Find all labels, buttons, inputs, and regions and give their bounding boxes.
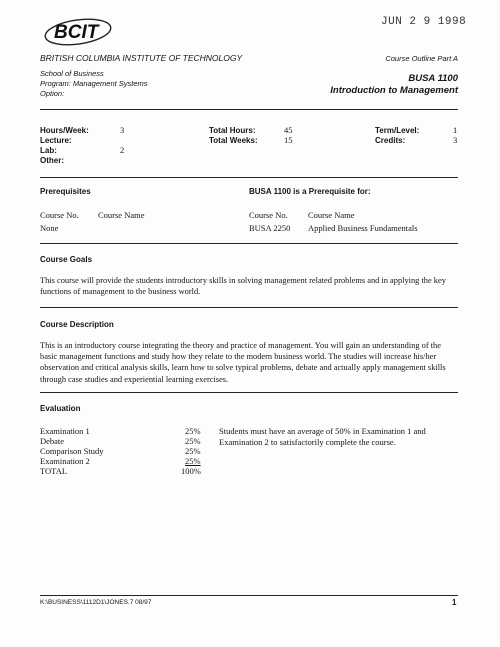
institute-name: BRITISH COLUMBIA INSTITUTE OF TECHNOLOGY (40, 53, 243, 63)
divider (40, 392, 458, 393)
eval-item-label: Examination 2 (40, 456, 90, 466)
divider (40, 307, 458, 308)
course-goals-title: Course Goals (40, 255, 93, 264)
prereq-col-course-no: Course No. (40, 210, 79, 220)
eval-item-label: Examination 1 (40, 426, 90, 436)
term-level-label: Term/Level: (375, 126, 420, 135)
received-date-stamp: JUN 2 9 1998 (381, 16, 467, 28)
lab-value: 2 (120, 145, 125, 155)
footer-file-path: K:\BUSINESS\1112D1\JONES.7 08/97 (40, 599, 152, 606)
eval-total-label: TOTAL (40, 466, 68, 476)
eval-total-value: 100% (181, 466, 201, 476)
hours-week-label: Hours/Week: (40, 126, 89, 135)
school-name: School of Business (40, 69, 104, 78)
eval-item-value: 25% (185, 456, 201, 466)
prereq-col-course-name: Course Name (98, 210, 145, 220)
course-code: BUSA 1100 (408, 73, 458, 84)
eval-item-value: 25% (185, 436, 201, 446)
prereq-row-course-no: None (40, 223, 59, 233)
credits-value: 3 (453, 135, 458, 145)
eval-item-value: 25% (185, 446, 201, 456)
prereq-for-row-course-no: BUSA 2250 (249, 223, 291, 233)
divider (40, 243, 458, 244)
lecture-label: Lecture: (40, 136, 72, 145)
total-hours-value: 45 (284, 125, 293, 135)
course-title: Introduction to Management (330, 85, 458, 96)
course-goals-text: This course will provide the students introductory skills in solving management related problems and in applying the key functions of management to the business world. (40, 276, 446, 297)
lab-label: Lab: (40, 146, 57, 155)
eval-item-value: 25% (185, 426, 201, 436)
evaluation-title: Evaluation (40, 404, 81, 413)
bcit-logo (40, 12, 116, 50)
total-weeks-value: 15 (284, 135, 293, 145)
prereq-for-title: BUSA 1100 is a Prerequisite for: (249, 187, 371, 196)
evaluation-note: Students must have an average of 50% in Examination 1 and Examination 2 to satisfactorily complete the course. (219, 426, 426, 447)
bcit-logo-graphic (40, 12, 116, 50)
course-description-text: This is an introductory course integrating the theory and practice of management. You will gain an understanding of the basic management functions and study how they relate to the modern business world. The studies will increase his/her observation and critical analysis skills, learn how to solve typical problems, debate and actually apply management skills through case studies and experiential learning exercises. (40, 341, 446, 384)
page-number: 1 (452, 598, 457, 607)
footer-divider (40, 595, 458, 596)
prereq-for-col-course-no: Course No. (249, 210, 288, 220)
divider (40, 177, 458, 178)
total-hours-label: Total Hours: (209, 126, 256, 135)
credits-label: Credits: (375, 136, 406, 145)
prereq-for-row-course-name: Applied Business Fundamentals (308, 223, 418, 233)
prerequisites-title: Prerequisites (40, 187, 91, 196)
program-name: Program: Management Systems (40, 79, 148, 88)
total-weeks-label: Total Weeks: (209, 136, 258, 145)
eval-item-label: Comparison Study (40, 446, 104, 456)
divider (40, 109, 458, 110)
term-level-value: 1 (453, 125, 458, 135)
prereq-for-col-course-name: Course Name (308, 210, 355, 220)
outline-part: Course Outline Part A (385, 54, 458, 63)
other-label: Other: (40, 156, 64, 165)
course-description-title: Course Description (40, 320, 114, 329)
logo-text: BCIT (54, 22, 99, 43)
option-label: Option: (40, 89, 65, 98)
hours-week-value: 3 (120, 125, 125, 135)
eval-item-label: Debate (40, 436, 65, 446)
